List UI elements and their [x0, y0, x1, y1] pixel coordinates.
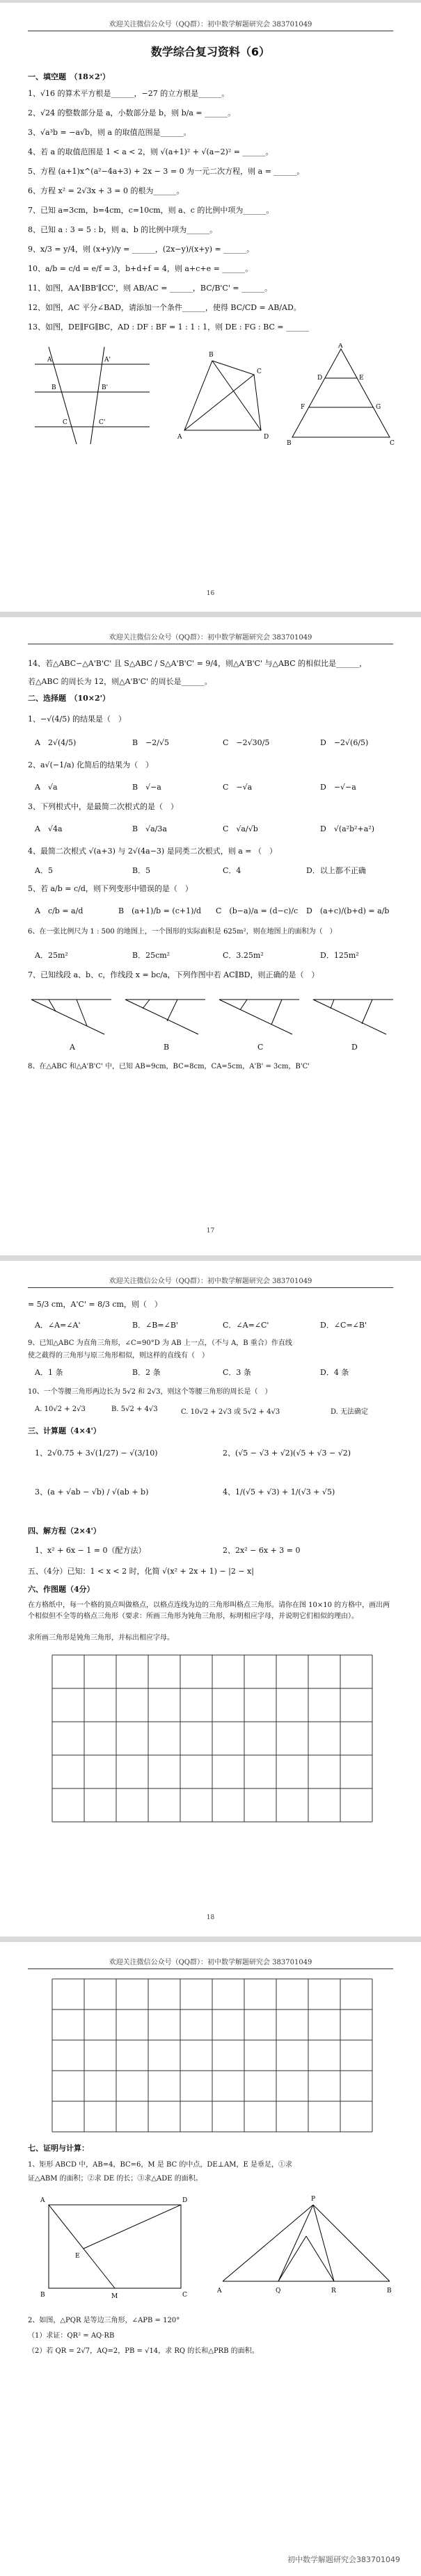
choice-9-option-d: D．4 条 — [320, 1368, 349, 1377]
section-fill-in: 一、填空题 （18×2'） — [28, 72, 111, 81]
question-3: 3、√a³b = −a√b，则 a 的取值范围是______。 — [28, 128, 191, 137]
page-header: 欢迎关注微信公众号（QQ群）：初中数学解题研究会 383701049 — [109, 1959, 312, 1966]
choice-1-option-d: D −2√(6/5) — [320, 738, 369, 747]
page-header: 欢迎关注微信公众号（QQ群）：初中数学解题研究会 383701049 — [109, 634, 312, 642]
question-11: 11、如图，AA'∥BB'∥CC'，则 AB/AC = ______，BC/B'C' = ______。 — [28, 284, 273, 293]
choice-10: 10、一个等腰三角形两边长为 5√2 和 2√3，则这个等腰三角形的周长是（ ） — [28, 1388, 272, 1396]
choice-1-option-b: B −2/√5 — [132, 738, 170, 747]
choice-1-option-a: A 2√(4/5) — [35, 738, 77, 747]
choice-5-option-a: A c/b = a/d — [35, 906, 84, 915]
choice-10-option-b: B. 5√2 + 4√3 — [111, 1405, 158, 1413]
choice-10-option-c: C. 10√2 + 2√3 或 5√2 + 4√3 — [181, 1408, 280, 1416]
proof-2: 2、如图，△PQR 是等边三角形，∠APB = 120° — [28, 2317, 180, 2324]
choice-10-option-a: A. 10√2 + 2√3 — [35, 1405, 86, 1413]
choice-3-option-d: D √(a²b²+a²) — [320, 824, 375, 833]
choice-8-option-b: B．∠B=∠B' — [132, 1321, 178, 1330]
choice-8-option-d: D．∠C=∠B' — [320, 1321, 367, 1330]
label-A: A — [47, 357, 52, 364]
choice-3-option-b: B √a/3a — [132, 824, 167, 833]
proof-1-continued: 证△ABM 的面积；②求 DE 的长；③求△ADE 的面积。 — [28, 2175, 202, 2183]
label-B-prime: B' — [102, 384, 109, 391]
label-C: C — [63, 419, 67, 426]
question-6: 6、方程 x² = 2√3x + 3 = 0 的根为______。 — [28, 186, 184, 195]
question-13: 13、如图，DE∥FG∥BC，AD : DF : BF = 1 : 1 : 1，则 DE : FG : BC = ______ — [28, 323, 310, 332]
choice-8: 8、在△ABC 和△A'B'C' 中，已知 AB=9cm，BC=8cm，CA=5cm，A'B' = 3cm，B'C' — [28, 1063, 310, 1070]
choice-6-option-d: D．125m² — [320, 951, 359, 960]
label-A: A — [217, 2288, 222, 2294]
choice-8-continued: = 5/3 cm，A'C' = 8/3 cm，则（ ） — [28, 1300, 162, 1309]
label-D: D — [264, 434, 269, 441]
label-E: E — [359, 375, 364, 382]
drawing-grid — [49, 1652, 376, 1825]
label-B: B — [287, 440, 292, 447]
choice-4-option-d: D．以上都不正确 — [306, 866, 366, 875]
choice-1: 1、−√(4/5) 的结果是（ ） — [28, 715, 127, 724]
choice-2-option-d: D −√−a — [320, 783, 356, 792]
question-2: 2、√24 的整数部分是 a，小数部分是 b，则 b/a = ______。 — [28, 108, 236, 117]
calc-2: 2、(√5 − √3 + √2)(√5 + √3 − √2) — [223, 1449, 351, 1458]
label-A: A — [338, 343, 343, 350]
label-C: C — [257, 368, 262, 375]
page-3 — [0, 1261, 421, 1937]
question-5: 5、方程 (a+1)x^(a²−4a+3) + 2x − 3 = 0 为一元二次方程，则 a = ______。 — [28, 167, 305, 176]
label-A: A — [177, 434, 182, 441]
question-14a: 14、若△ABC∽△A'B'C' 且 S△ABC / S△A'B'C' = 9/4，则△A'B'C' 与△ABC 的相似比是______， — [28, 659, 367, 668]
figure-triangle — [216, 2191, 397, 2302]
label-A: A — [40, 2197, 45, 2204]
choice-9: 9、已知△ABC 为直角三角形，∠C=90°D 为 AB 上一点，（不与 A，B 重合）作直线 — [28, 1339, 292, 1347]
choice-9-continued: 使之截得的三角形与原三角形相似，则这样的直线有（ ） — [28, 1352, 209, 1360]
choice-3-option-a: A √4a — [35, 824, 63, 833]
choice-4-option-a: A．5 — [35, 866, 53, 875]
choice-8-option-a: A．∠A=∠A' — [35, 1321, 81, 1330]
choice-2-option-a: A √a — [35, 783, 58, 792]
choice-9-option-c: C．3 条 — [223, 1368, 251, 1377]
drawing-grid-continued — [49, 1975, 376, 2135]
section-equations: 四、解方程（2×4'） — [28, 1526, 101, 1535]
choice-8-option-c: C．∠A=∠C' — [223, 1321, 269, 1330]
question-7: 7、已知 a=3cm，b=4cm，c=10cm，则 a、c 的比例中项为______。 — [28, 206, 274, 215]
choice-2: 2、a√(−1/a) 化简后的结果为（ ） — [28, 760, 154, 769]
page-2 — [0, 617, 421, 1255]
page-number: 16 — [206, 590, 215, 597]
choice-7-figure-c — [216, 986, 303, 1041]
choice-7-figure-b — [122, 986, 209, 1041]
section-simplify: 五、（4分）已知：1 < x < 2 时，化简 √(x² + 2x + 1) − |2 − x| — [28, 1567, 254, 1576]
question-1: 1、√16 的算术平方根是______，−27 的立方根是______。 — [28, 89, 230, 98]
section-choice: 二、选择题 （10×2'） — [28, 694, 111, 703]
calc-4: 4、1/(√5 + √3) + 1/(√3 + √5) — [223, 1487, 335, 1497]
page-1 — [0, 3, 421, 612]
choice-7-figure-d — [310, 986, 397, 1041]
proof-2-part-2: （2）若 QR = 2√7，AQ=2，PB = √14，求 RQ 的长和△PRB 的面积。 — [28, 2347, 259, 2355]
label-F: F — [301, 404, 305, 411]
equation-2: 2、2x² − 6x + 3 = 0 — [223, 1546, 301, 1555]
label-G: G — [376, 404, 381, 411]
choice-5-option-b: B (a+1)/b = (c+1)/d — [118, 906, 202, 915]
choice-6-option-a: A．25m² — [35, 951, 68, 960]
question-14b: 若△ABC 的周长为 12，则△A'B'C' 的周长是______。 — [28, 677, 212, 686]
choice-5: 5、若 a/b = c/d，则下列变形中错误的是（ ） — [28, 884, 193, 893]
figure-rectangle — [35, 2191, 195, 2302]
page-header: 欢迎关注微信公众号（QQ群）：初中数学解题研究会 383701049 — [109, 1278, 312, 1285]
choice-2-option-b: B √−a — [132, 783, 161, 792]
choice-9-option-b: B．2 条 — [132, 1368, 161, 1377]
label-B: B — [209, 352, 214, 359]
choice-9-option-a: A．1 条 — [35, 1368, 63, 1377]
choice-3-option-c: C √a/√b — [223, 824, 258, 833]
choice-7-option-d: D — [351, 1043, 358, 1052]
choice-6-option-b: B．25cm² — [132, 951, 170, 960]
question-9: 9、x/3 = y/4，则 (x+y)/y = ______，(2x−y)/(x+y) = ______。 — [28, 245, 255, 254]
figure-triangle-parallels — [285, 343, 397, 448]
choice-3: 3、下列根式中，是最简二次根式的是（ ） — [28, 802, 178, 811]
label-Q: Q — [276, 2288, 281, 2294]
page-number: 17 — [206, 1228, 215, 1234]
drawing-instruction-2: 求所画三角形是钝角三角形，并标出相应字母。 — [28, 1634, 174, 1642]
choice-1-option-c: C −2√30/5 — [223, 738, 270, 747]
section-proof: 七、证明与计算： — [28, 2144, 89, 2153]
calc-1: 1、2√0.75 + 3√(1/27) − √(3/10) — [35, 1449, 158, 1458]
label-E: E — [75, 2253, 80, 2260]
choice-5-option-c: C (b−a)/a = (d−c)/c — [216, 906, 299, 915]
page-4 — [0, 1942, 421, 2576]
label-R: R — [331, 2288, 336, 2294]
label-C: C — [182, 2292, 187, 2299]
label-C: C — [390, 440, 395, 447]
header-rule — [28, 1287, 393, 1288]
header-rule — [28, 1968, 393, 1969]
section-calculation: 三、计算题（4×4'） — [28, 1426, 101, 1435]
question-10: 10、a/b = c/d = e/f = 3，b+d+f = 4，则 a+c+e = ______。 — [28, 264, 253, 273]
watermark: 初中数学解题研究会383701049 — [287, 2555, 400, 2564]
proof-1: 1、矩形 ABCD 中，AB=4，BC=6，M 是 BC 的中点，DE⊥AM，E 是垂足，①求 — [28, 2161, 293, 2169]
choice-2-option-c: C −√a — [223, 783, 253, 792]
choice-5-option-d: D (a+c)/(b+d) = a/b — [306, 906, 390, 915]
label-A-prime: A' — [104, 357, 111, 364]
choice-7-option-b: B — [164, 1043, 170, 1052]
label-B: B — [387, 2288, 392, 2294]
calc-3: 3、(a + √ab − √b) / √(ab + b) — [35, 1487, 149, 1497]
choice-6-option-c: C．3.25m² — [223, 951, 264, 960]
question-8: 8、已知 a : 3 = 5 : b，则 a、b 的比例中项为______。 — [28, 225, 218, 234]
choice-4-option-b: B．5 — [132, 866, 151, 875]
page-title: 数学综合复习资料（6） — [150, 45, 271, 58]
question-4: 4、若 a 的取值范围是 1 < a < 2，则 √(a+1)² + √(a−2)² = ______。 — [28, 147, 273, 156]
drawing-instruction-1: 在方格纸中，每一个格的顶点叫做格点，以格点连线为边的三角形叫格点三角形。请你在图 10×10 的方格中，画出两个相似但不全等的格点三角形（要求：所画三角形为钝角三角形，标明相应字母，并说明它们相似的理由）。 — [28, 1601, 390, 1620]
label-B: B — [40, 2292, 45, 2299]
section-drawing: 六、作图题（4分） — [28, 1585, 95, 1594]
label-B: B — [51, 384, 56, 391]
choice-7-figure-a — [28, 986, 115, 1041]
page-number: 18 — [206, 1914, 215, 1921]
choice-7-option-c: C — [257, 1043, 264, 1052]
choice-4: 4、最简二次根式 √(a+3) 与 2√(4a−3) 是同类二次根式，则 a = （ ） — [28, 847, 277, 856]
choice-6: 6、在一张比例尺为 1 : 500 的地图上，一个图形的实际面积是 625m²，则在地图上的面积为（ ） — [28, 928, 337, 936]
figure-quadrilateral — [170, 347, 275, 444]
choice-4-option-c: C．4 — [223, 866, 241, 875]
label-C-prime: C' — [99, 419, 106, 426]
choice-7-option-a: A — [70, 1043, 75, 1052]
label-D: D — [182, 2197, 188, 2204]
proof-2-part-1: （1）求证：QR² = AQ·RB — [28, 2332, 115, 2340]
figure-parallel-lines — [35, 343, 153, 448]
choice-10-option-d: D. 无法确定 — [331, 1408, 369, 1416]
page-header: 欢迎关注微信公众号（QQ群）：初中数学解题研究会 383701049 — [109, 21, 312, 28]
choice-7: 7、已知线段 a、b、c，作线段 x = bc/a，下列作图中若 AC∥BD，则正确的是（ ） — [28, 970, 319, 979]
label-P: P — [311, 2196, 316, 2203]
question-12: 12、如图，AC 平分∠BAD，请添加一个条件______，使得 BC/CD = AB/AD。 — [28, 303, 301, 312]
label-D: D — [317, 375, 323, 382]
label-M: M — [111, 2293, 118, 2300]
equation-1: 1、x² + 6x − 1 = 0（配方法） — [35, 1546, 146, 1555]
